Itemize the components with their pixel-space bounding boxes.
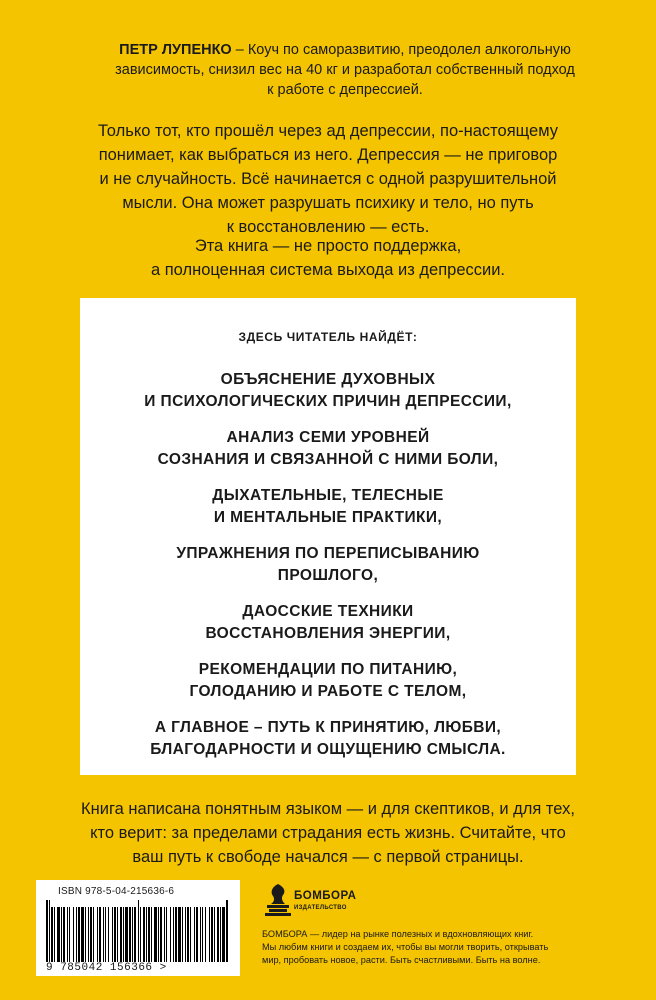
author-bio-line-1: – Коуч по саморазвитию, преодолел алкогольную: [231, 42, 571, 58]
intro-line: к восстановлению — есть.: [226, 218, 430, 236]
feature-item: [80, 717, 576, 761]
feature-line: ВОССТАНОВЛЕНИЯ ЭНЕРГИИ,: [205, 625, 451, 642]
feature-line: И МЕНТАЛЬНЫЕ ПРАКТИКИ,: [213, 509, 443, 526]
publisher-name: БОМБОРА: [294, 890, 357, 902]
barcode-digits: 9 785042 156366 >: [46, 962, 167, 974]
feature-item: [80, 369, 576, 413]
feature-item: [80, 543, 576, 587]
feature-item: [80, 427, 576, 471]
features-panel: [80, 298, 576, 775]
barcode-bar: [226, 900, 228, 962]
intro-line: мысли. Она может разрушать психику и тело, но путь: [122, 194, 534, 212]
system-paragraph: [40, 234, 616, 282]
blurb-line: Мы любим книги и создаем их, чтобы вы могли творить, открывать: [262, 942, 549, 952]
feature-line: ГОЛОДАНИЮ И РАБОТЕ С ТЕЛОМ,: [189, 683, 467, 700]
closing-line: ваш путь к свободе начался — с первой страницы.: [132, 848, 524, 866]
feature-line: АНАЛИЗ СЕМИ УРОВНЕЙ: [226, 429, 430, 446]
feature-item: [80, 485, 576, 529]
author-bio-line-2: зависимость, снизил вес на 40 кг и разработал собственный подход: [115, 62, 575, 78]
feature-item: [80, 659, 576, 703]
system-line: а полноценная система выхода из депрессии.: [150, 261, 506, 279]
author-name: ПЕТР ЛУПЕНКО: [119, 42, 232, 58]
features-heading: ЗДЕСЬ ЧИТАТЕЛЬ НАЙДЁТ:: [238, 330, 418, 344]
author-bio: [95, 40, 595, 100]
feature-line: СОЗНАНИЯ И СВЯЗАННОЙ С НИМИ БОЛИ,: [157, 451, 499, 468]
blurb-line: БОМБОРА — лидер на рынке полезных и вдохновляющих книг.: [262, 929, 534, 939]
intro-line: понимает, как выбраться из него. Депрессия — не приговор: [98, 146, 558, 164]
feature-line: ДЫХАТЕЛЬНЫЕ, ТЕЛЕСНЫЕ: [212, 487, 444, 504]
feature-line: УПРАЖНЕНИЯ ПО ПЕРЕПИСЫВАНИЮ: [176, 545, 480, 562]
barcode-bars: [46, 900, 230, 962]
system-line: Эта книга — не просто поддержка,: [194, 237, 462, 255]
closing-paragraph: [40, 797, 616, 869]
intro-paragraph: [40, 119, 616, 239]
author-bio-line-3: к работе с депрессией.: [267, 82, 423, 98]
closing-line: Книга написана понятным языком — и для скептиков, и для тех,: [81, 800, 575, 818]
feature-line: А ГЛАВНОЕ – ПУТЬ К ПРИНЯТИЮ, ЛЮБВИ,: [154, 719, 502, 736]
feature-line: ПРОШЛОГО,: [277, 567, 379, 584]
intro-line: Только тот, кто прошёл через ад депрессии, по-настоящему: [98, 122, 558, 140]
features-list: [80, 369, 576, 775]
feature-line: ДАОССКИЕ ТЕХНИКИ: [242, 603, 414, 620]
blurb-line: мир, пробовать новое, расти. Быть счастливыми. Быть на волне.: [262, 955, 541, 965]
feature-item: [80, 601, 576, 645]
isbn-label: ISBN 978-5-04-215636-6: [58, 886, 175, 897]
publisher-subtitle: ИЗДАТЕЛЬСТВО: [294, 905, 347, 911]
intro-line: и не случайность. Всё начинается с одной разрушительной: [99, 170, 557, 188]
barcode-panel: [36, 880, 240, 976]
feature-line: БЛАГОДАРНОСТИ И ОЩУЩЕНИЮ СМЫСЛА.: [150, 741, 506, 758]
closing-line: кто верит: за пределами страдания есть жизнь. Считайте, что: [90, 824, 566, 842]
bombora-logo-icon: [262, 882, 294, 918]
feature-line: И ПСИХОЛОГИЧЕСКИХ ПРИЧИН ДЕПРЕССИИ,: [144, 393, 512, 410]
feature-line: ОБЪЯСНЕНИЕ ДУХОВНЫХ: [220, 371, 436, 388]
feature-line: РЕКОМЕНДАЦИИ ПО ПИТАНИЮ,: [198, 661, 458, 678]
publisher-blurb: [262, 928, 632, 967]
